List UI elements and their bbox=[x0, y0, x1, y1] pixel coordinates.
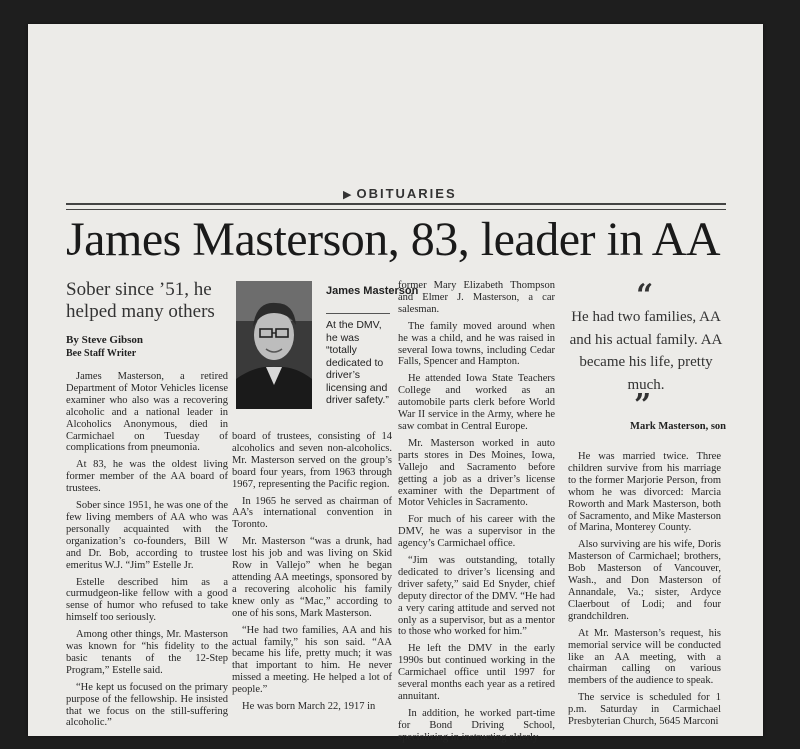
paragraph: He was born March 22, 1917 in bbox=[242, 701, 376, 713]
paragraph: “He had two families, AA and his actual family,” his son said. “AA became his life, pretty much; it was that important to him. He never missed a meeting. He helped a lot of people.” bbox=[232, 624, 392, 696]
article-column-2 bbox=[232, 431, 392, 718]
paragraph: “He kept us focused on the primary purpose of the fellowship. He insisted that we focus on the still-suffering alcoholic.” bbox=[66, 681, 228, 729]
paragraph: Sober since 1951, he was one of the few living members of AA who was personally acquainted with the organization’s co-founders, Bill W and Dr. Bob, according to trustee emeritus W.J. “Jim” Estelle Jr. bbox=[66, 500, 228, 571]
paragraph: Mr. Masterson “was a drunk, had lost his job and was living on Skid Row in Vallejo” when he began attending AA meetings, sponsored by a recovering alcoholic his family knew only as “Mac,” according to one of his sons, Mark Masterson. bbox=[232, 536, 392, 619]
paragraph: At Mr. Masterson’s request, his memorial service will be conducted like an AA meeting, with a chairman calling on various members of the audience to speak. bbox=[568, 627, 721, 687]
open-quote-icon: “ bbox=[636, 278, 654, 313]
photo-caption-name: James Masterson bbox=[326, 285, 419, 297]
pull-quote-attribution: Mark Masterson, son bbox=[630, 421, 726, 432]
paragraph: former Mary Elizabeth Thompson and Elmer J. Masterson, a car salesman. bbox=[398, 280, 555, 315]
article-column-4 bbox=[568, 451, 721, 733]
paragraph: He attended Iowa State Teachers College and worked as an automobile parts clerk before World War II service in the Army, where he saw combat in Central Europe. bbox=[398, 373, 555, 432]
paragraph: Mr. Masterson worked in auto parts stores in Des Moines, Iowa, Vallejo and Sacramento before getting a job as a driver’s license examiner with the Department of Motor Vehicles in Sacramento. bbox=[398, 437, 555, 509]
paragraph: board of trustees, consisting of 14 alcoholics and seven non-alcoholics. Mr. Masterson served on the group’s board four years, from 1963 through 1967, representing the Pacific region. bbox=[232, 431, 392, 490]
paragraph: He left the DMV in the early 1990s but continued working in the Carmichael office until 1997 for several months each year as a retired annuitant. bbox=[398, 643, 555, 702]
paragraph: In 1965 he served as chairman of AA’s international convention in Toronto. bbox=[232, 495, 392, 531]
article-column-3 bbox=[398, 280, 555, 749]
byline-role: Bee Staff Writer bbox=[66, 348, 137, 359]
header-rule-thick bbox=[66, 203, 726, 205]
paragraph: For much of his career with the DMV, he was a supervisor in the agency’s Carmichael office. bbox=[398, 514, 555, 550]
section-label: OBITUARIES bbox=[356, 186, 457, 201]
portrait-image bbox=[236, 281, 312, 409]
byline-author: By Steve Gibson bbox=[66, 334, 144, 346]
paragraph: In addition, he worked part-time for Bond Driving School, specializing in instructing elderly bbox=[398, 707, 555, 743]
paragraph: James Masterson, a retired Department of Motor Vehicles license examiner who also was a recovering alcoholic and a national leader in Alcoholics Anonymous, died in Carmichael on Tuesday of complications from pneumonia. bbox=[66, 371, 228, 454]
paragraph: The family moved around when he was a child, and he was raised in several Iowa towns, including Cedar Falls, Spencer and Hampton. bbox=[398, 320, 555, 368]
paragraph: The service is scheduled for 1 p.m. Saturday in Carmichael Presbyterian Church, 5645 Marconi bbox=[568, 692, 721, 728]
subheadline: Sober since ’51, he helped many others bbox=[66, 279, 215, 322]
byline bbox=[66, 334, 143, 360]
paragraph: At 83, he was the oldest living former member of the AA board of trustees. bbox=[66, 459, 228, 495]
section-header bbox=[343, 186, 457, 201]
header-rule-thin bbox=[66, 209, 726, 210]
portrait-photo bbox=[236, 281, 312, 409]
paragraph: Also surviving are his wife, Doris Masterson of Carmichael; brothers, Bob Masterson of Vancouver, Wash., and Don Masterson of Annandale, Va.; sister, Ardyce Claerbout of Lodi; and four grandchildren. bbox=[568, 539, 721, 622]
paragraph: Among other things, Mr. Masterson was known for “his fidelity to the basic tenants of the 12-Step Program,” Estelle said. bbox=[66, 629, 228, 676]
caption-divider bbox=[326, 313, 390, 314]
headline: James Masterson, 83, leader in AA bbox=[66, 213, 721, 266]
article-column-1 bbox=[66, 371, 228, 734]
triangle-bullet-icon: ▶ bbox=[343, 189, 354, 201]
photo-caption-text: At the DMV, he was “totally dedicated to driver’s licensing and driver safety.” bbox=[326, 319, 389, 406]
paragraph: He was married twice. Three children survive from his marriage to the former Marjorie Person, from whom he was divorced: Marcia Roworth and Mark Masterson, both of Sacramento, and Mike Masterson of Marina, Monterey County. bbox=[568, 451, 721, 534]
paragraph: Estelle described him as a curmudgeon-like fellow with a good sense of humor who refused to take himself too seriously. bbox=[66, 576, 228, 624]
close-quote-icon: ” bbox=[634, 388, 652, 423]
paragraph: “Jim was outstanding, totally dedicated to driver’s licensing and driver safety,” said Ed Snyder, chief deputy director of the DMV. “He had a very caring attitude and served not only as a supervisor, but as a mentor to those who worked for him.” bbox=[398, 555, 555, 638]
pull-quote: He had two families, AA and his actual family. AA became his life, pretty much. bbox=[569, 309, 723, 393]
